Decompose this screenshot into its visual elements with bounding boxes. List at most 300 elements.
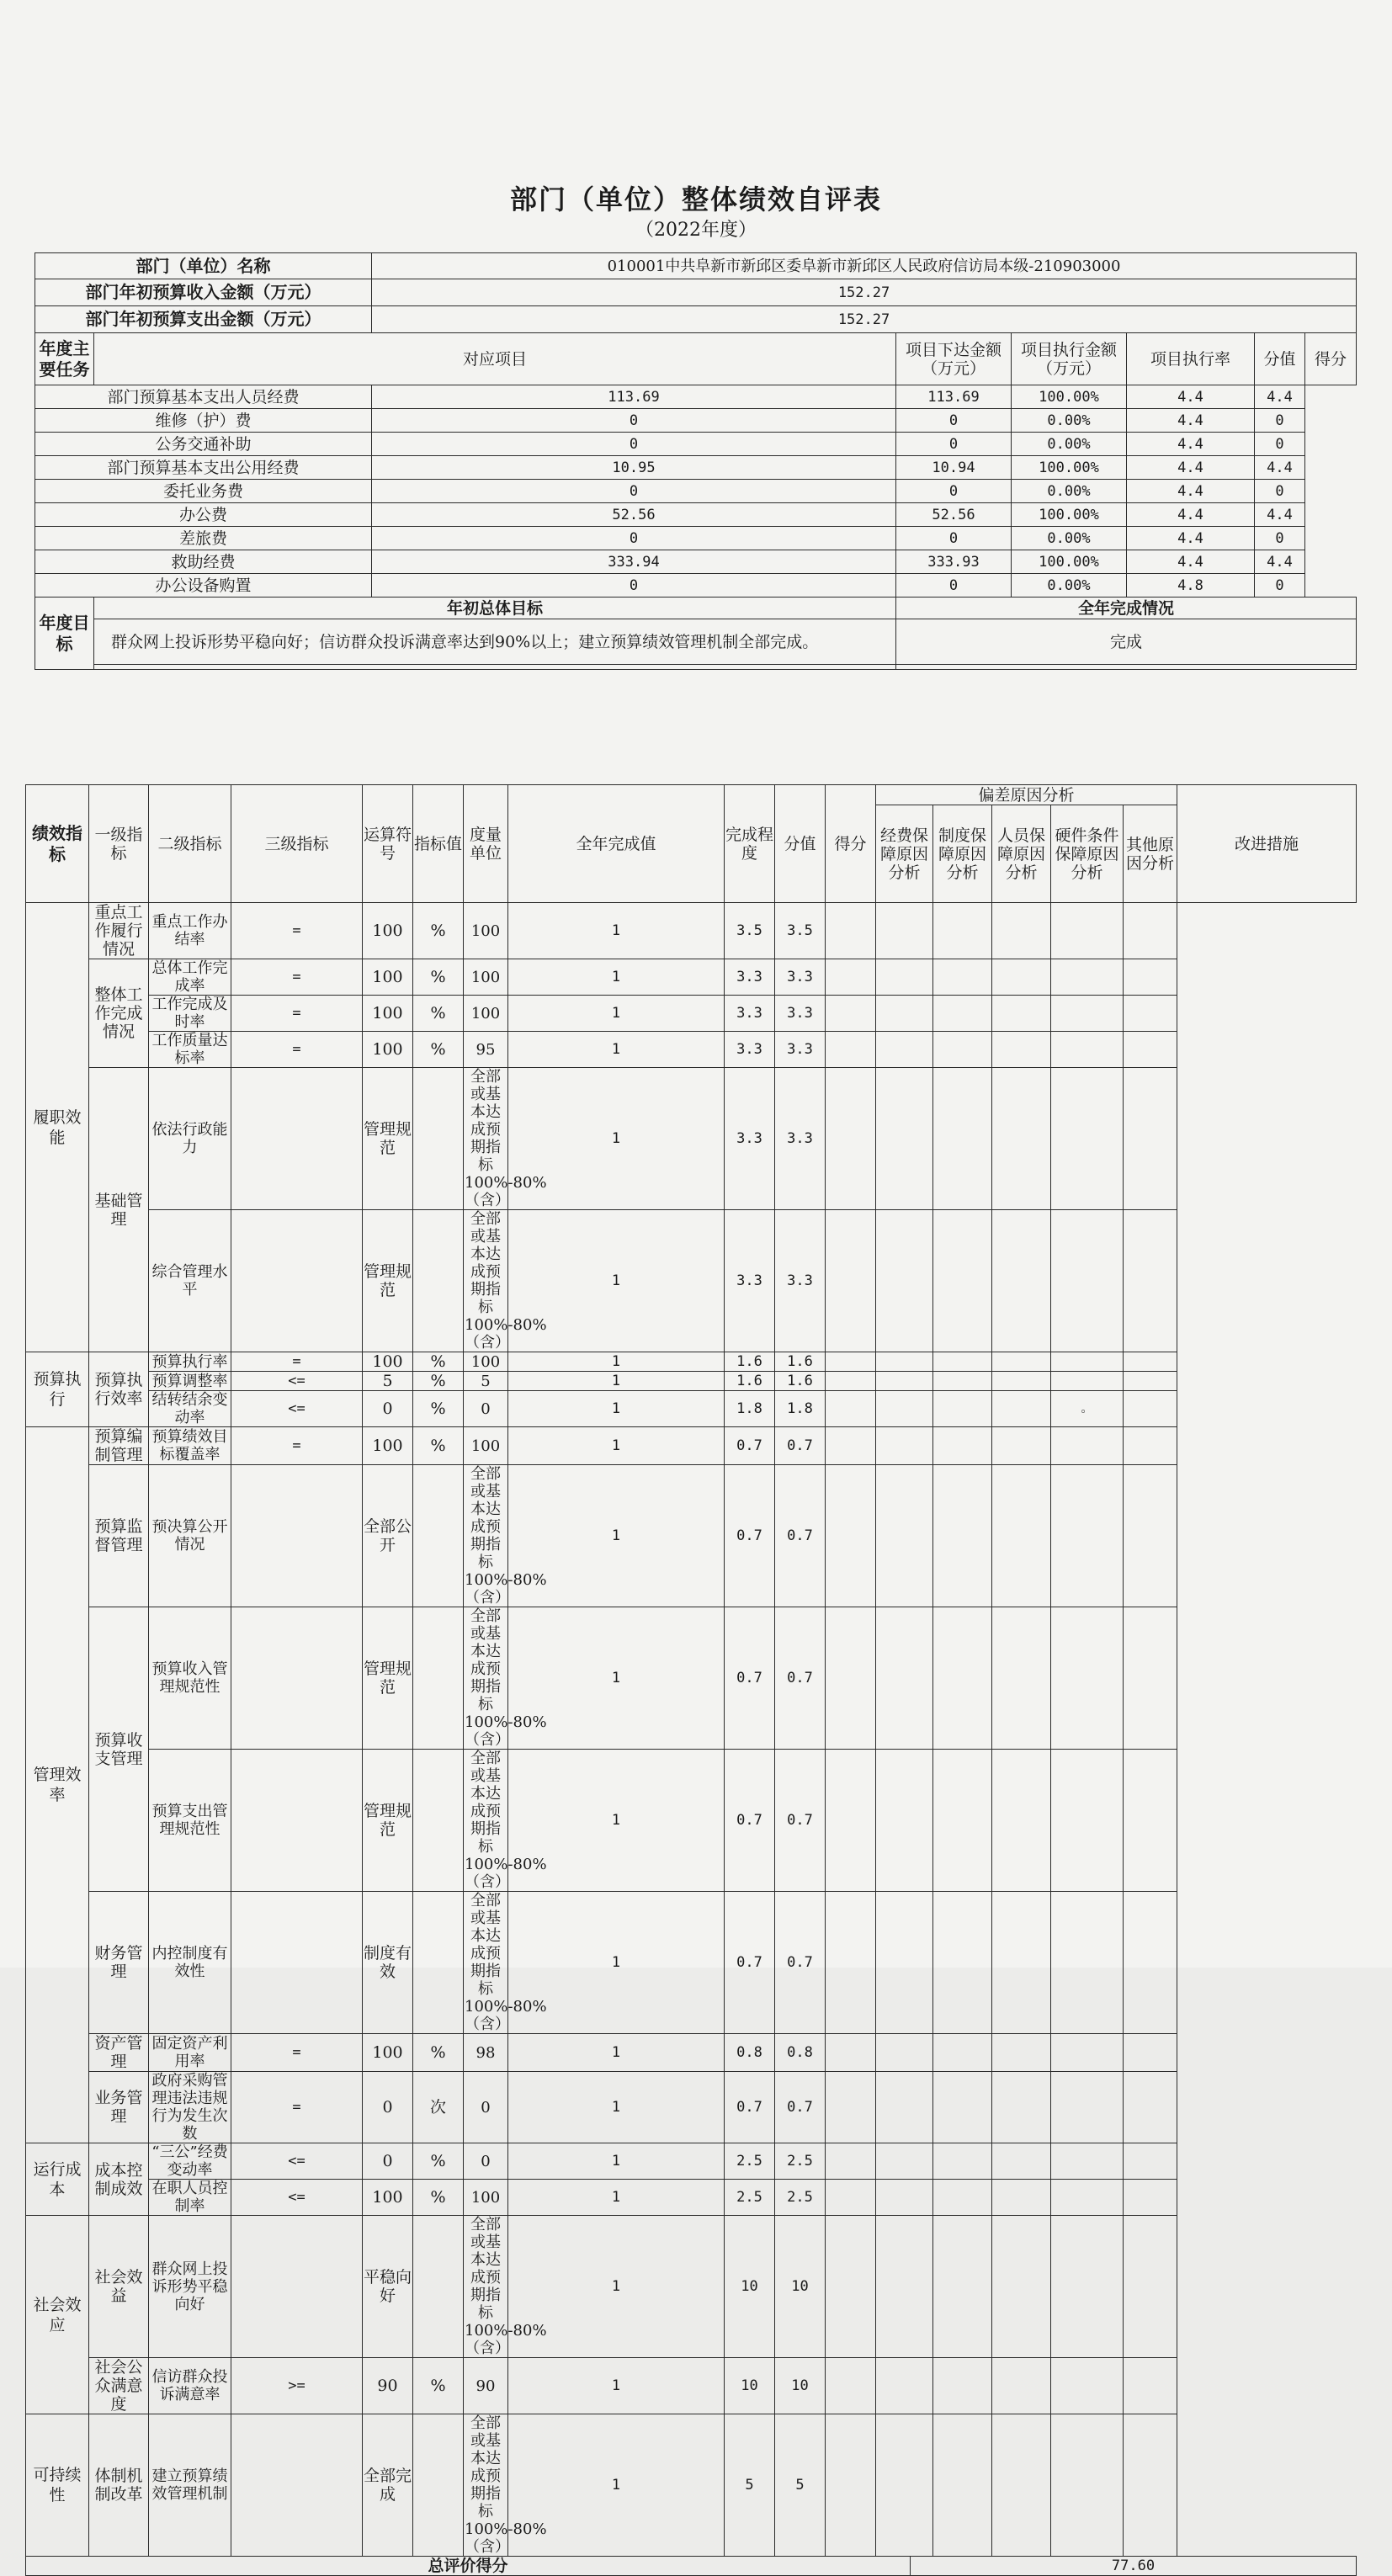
indicator-l2: 财务管理 [89, 1892, 149, 2034]
col-dev1: 经费保障原因分析 [876, 805, 933, 903]
indicator-l3: 综合管理水平 [149, 1210, 231, 1352]
task-rate: 100.00% [1012, 503, 1127, 527]
total-label: 总评价得分 [26, 2557, 911, 2576]
indicator-degree: 1 [508, 959, 725, 996]
indicator-target: 全部公开 [363, 1465, 413, 1607]
indicator-degree: 1 [508, 1465, 725, 1607]
deviation-cell-2 [876, 1210, 933, 1352]
deviation-cell-5: 。 [1051, 1391, 1124, 1427]
dept-name-value: 010001中共阜新市新邱区委阜新市新邱区人民政府信访局本级-210903000 [372, 253, 1357, 279]
deviation-cell-5 [1051, 2143, 1124, 2180]
task-issued: 0 [372, 527, 896, 550]
deviation-cell-3 [933, 2034, 992, 2072]
task-score: 4.8 [1127, 574, 1255, 598]
indicator-l3: 固定资产利用率 [149, 2034, 231, 2072]
indicator-unit: % [413, 2034, 464, 2072]
indicator-actual: 5 [464, 1372, 508, 1391]
indicator-unit: % [413, 2358, 464, 2414]
total-table [25, 2556, 1357, 2576]
deviation-cell-2 [876, 2216, 933, 2358]
deviation-cell-4 [992, 1892, 1051, 2034]
col-got: 得分 [826, 785, 876, 903]
indicator-got: 0.7 [775, 1750, 826, 1892]
indicator-op: <= [231, 1391, 363, 1427]
task-got: 0 [1255, 480, 1305, 503]
goal-col-completion: 全年完成情况 [896, 598, 1357, 619]
indicator-target: 90 [363, 2358, 413, 2414]
task-score: 4.4 [1127, 480, 1255, 503]
task-rate: 100.00% [1012, 385, 1127, 409]
deviation-cell-5 [1051, 2180, 1124, 2216]
improve-cell [1124, 1607, 1177, 1750]
improve-cell [1124, 2414, 1177, 2557]
indicator-l2: 预算收支管理 [89, 1607, 149, 1892]
indicator-degree: 1 [508, 1427, 725, 1465]
indicator-score: 0.8 [725, 2034, 775, 2072]
indicator-op: >= [231, 2358, 363, 2414]
indicator-degree: 1 [508, 2034, 725, 2072]
deviation-cell-1 [826, 1068, 876, 1210]
task-got: 0 [1255, 409, 1305, 433]
deviation-cell-2 [876, 2072, 933, 2143]
indicator-unit: % [413, 1032, 464, 1068]
indicator-actual: 100 [464, 959, 508, 996]
deviation-cell-3 [933, 2216, 992, 2358]
deviation-cell-3 [933, 1607, 992, 1750]
tasks-col-item: 对应项目 [94, 333, 896, 385]
indicator-unit [413, 2414, 464, 2557]
indicator-target: 100 [363, 903, 413, 959]
indicator-unit: % [413, 903, 464, 959]
page-subtitle: （2022年度） [635, 220, 757, 241]
indicator-row [26, 903, 1357, 959]
indicator-actual: 100 [464, 2180, 508, 2216]
indicator-unit [413, 2216, 464, 2358]
deviation-cell-2 [876, 1892, 933, 2034]
indicator-got: 2.5 [775, 2143, 826, 2180]
tasks-col-got: 得分 [1305, 333, 1357, 385]
task-row [35, 550, 1357, 574]
task-row [35, 480, 1357, 503]
tasks-col-executed: 项目执行金额（万元） [1012, 333, 1127, 385]
deviation-cell-3 [933, 2072, 992, 2143]
deviation-cell-3 [933, 1352, 992, 1372]
task-score: 4.4 [1127, 409, 1255, 433]
indicator-row [26, 1391, 1357, 1427]
indicator-degree: 1 [508, 2216, 725, 2358]
goal-initial-text: 群众网上投诉形势平稳向好；信访群众投诉满意率达到90%以上；建立预算绩效管理机制全部完成。 [94, 619, 896, 665]
indicator-unit [413, 1068, 464, 1210]
indicator-actual: 98 [464, 2034, 508, 2072]
task-row [35, 456, 1357, 480]
indicator-actual: 95 [464, 1032, 508, 1068]
deviation-cell-2 [876, 1372, 933, 1391]
deviation-cell-1 [826, 2072, 876, 2143]
col-improve: 改进措施 [1177, 785, 1357, 903]
deviation-cell-4 [992, 2414, 1051, 2557]
improve-cell [1124, 2358, 1177, 2414]
task-got: 4.4 [1255, 503, 1305, 527]
task-rate: 0.00% [1012, 433, 1127, 456]
indicator-l3: 建立预算绩效管理机制 [149, 2414, 231, 2557]
task-score: 4.4 [1127, 550, 1255, 574]
indicator-actual: 全部或基本达成预期指标100%-80%（含） [465, 2414, 547, 2556]
deviation-cell-2 [876, 1750, 933, 1892]
task-name: 办公费 [35, 503, 372, 527]
deviation-cell-2 [876, 959, 933, 996]
deviation-cell-1 [826, 1372, 876, 1391]
indicator-got: 1.8 [775, 1391, 826, 1427]
deviation-cell-3 [933, 1068, 992, 1210]
indicator-score: 0.7 [725, 1607, 775, 1750]
indicator-unit: 次 [413, 2072, 464, 2143]
indicator-unit [413, 1892, 464, 2034]
indicator-got: 3.5 [775, 903, 826, 959]
deviation-cell-1 [826, 903, 876, 959]
indicator-l2: 社会效益 [89, 2216, 149, 2358]
task-row [35, 409, 1357, 433]
deviation-cell-2 [876, 2034, 933, 2072]
indicator-actual: 100 [464, 903, 508, 959]
indicator-row [26, 1372, 1357, 1391]
indicator-degree: 1 [508, 1750, 725, 1892]
task-name: 部门预算基本支出公用经费 [35, 456, 372, 480]
deviation-cell-4 [992, 2143, 1051, 2180]
task-issued: 0 [372, 574, 896, 598]
indicator-target: 0 [363, 2072, 413, 2143]
indicator-target: 100 [363, 2180, 413, 2216]
indicator-score: 3.3 [725, 1210, 775, 1352]
indicator-unit [413, 1210, 464, 1352]
indicator-score: 2.5 [725, 2180, 775, 2216]
task-executed: 10.94 [896, 456, 1012, 480]
deviation-cell-1 [826, 1750, 876, 1892]
col-degree: 完成程度 [725, 785, 775, 903]
deviation-cell-2 [876, 1068, 933, 1210]
deviation-cell-5 [1051, 2034, 1124, 2072]
indicator-unit [413, 1750, 464, 1892]
col-l3: 三级指标 [231, 785, 363, 903]
indicator-score: 0.7 [725, 2072, 775, 2143]
task-rate: 0.00% [1012, 480, 1127, 503]
indicator-got: 0.7 [775, 2072, 826, 2143]
col-unit: 度量单位 [464, 785, 508, 903]
deviation-cell-3 [933, 2358, 992, 2414]
indicator-got: 1.6 [775, 1352, 826, 1372]
improve-cell [1124, 959, 1177, 996]
deviation-cell-3 [933, 2143, 992, 2180]
col-l1: 一级指标 [89, 785, 149, 903]
deviation-cell-1 [826, 1210, 876, 1352]
indicator-rows [26, 903, 1357, 2557]
task-executed: 333.93 [896, 550, 1012, 574]
indicator-degree: 1 [508, 1391, 725, 1427]
indicator-got: 3.3 [775, 996, 826, 1032]
indicator-unit [413, 1465, 464, 1607]
deviation-cell-1 [826, 1607, 876, 1750]
indicator-got: 10 [775, 2216, 826, 2358]
deviation-cell-2 [876, 1607, 933, 1750]
deviation-cell-4 [992, 996, 1051, 1032]
indicator-actual: 100 [464, 996, 508, 1032]
tasks-col-issued: 项目下达金额（万元） [896, 333, 1012, 385]
indicator-row [26, 1892, 1357, 2034]
indicator-target: 管理规范 [363, 1068, 413, 1210]
indicator-l1: 社会效应 [26, 2216, 89, 2414]
task-executed: 0 [896, 480, 1012, 503]
tasks-section-label: 年度主要任务 [35, 333, 94, 385]
task-executed: 0 [896, 527, 1012, 550]
indicator-score: 0.7 [725, 1750, 775, 1892]
task-name: 部门预算基本支出人员经费 [35, 385, 372, 409]
indicator-actual: 全部或基本达成预期指标100%-80%（含） [465, 1892, 547, 2033]
indicator-score: 0.7 [725, 1427, 775, 1465]
deviation-cell-1 [826, 2414, 876, 2557]
indicator-actual: 0 [464, 2072, 508, 2143]
improve-cell [1124, 2180, 1177, 2216]
indicator-got: 0.7 [775, 1465, 826, 1607]
deviation-cell-1 [826, 1892, 876, 2034]
indicator-op: = [231, 903, 363, 959]
indicator-op [231, 1465, 363, 1607]
deviation-cell-3 [933, 2180, 992, 2216]
task-name: 办公设备购置 [35, 574, 372, 598]
indicator-l3: 工作完成及时率 [149, 996, 231, 1032]
indicator-l1: 运行成本 [26, 2143, 89, 2216]
task-score: 4.4 [1127, 527, 1255, 550]
indicator-l2: 基础管理 [89, 1068, 149, 1352]
indicator-l3: 内控制度有效性 [149, 1892, 231, 2034]
deviation-cell-1 [826, 2143, 876, 2180]
indicator-target: 5 [363, 1372, 413, 1391]
indicator-l3: 在职人员控制率 [149, 2180, 231, 2216]
deviation-cell-4 [992, 1607, 1051, 1750]
indicator-l3: 预算执行率 [149, 1352, 231, 1372]
indicator-l2: 社会公众满意度 [89, 2358, 149, 2414]
indicator-score: 3.3 [725, 1032, 775, 1068]
indicator-row [26, 1352, 1357, 1372]
deviation-cell-2 [876, 2180, 933, 2216]
indicator-target: 100 [363, 1427, 413, 1465]
task-got: 4.4 [1255, 385, 1305, 409]
indicator-degree: 1 [508, 1892, 725, 2034]
indicator-row [26, 996, 1357, 1032]
indicator-op: = [231, 2034, 363, 2072]
deviation-cell-3 [933, 1210, 992, 1352]
deviation-cell-1 [826, 1032, 876, 1068]
deviation-cell-2 [876, 1352, 933, 1372]
task-rate: 0.00% [1012, 527, 1127, 550]
expense-value: 152.27 [372, 306, 1357, 333]
deviation-cell-4 [992, 1427, 1051, 1465]
indicator-actual: 100 [464, 1352, 508, 1372]
deviation-cell-4 [992, 2180, 1051, 2216]
task-executed: 0 [896, 409, 1012, 433]
deviation-cell-5 [1051, 1032, 1124, 1068]
indicator-target: 管理规范 [363, 1607, 413, 1750]
improve-cell [1124, 1372, 1177, 1391]
task-score: 4.4 [1127, 456, 1255, 480]
indicator-degree: 1 [508, 903, 725, 959]
indicator-l3: “三公”经费变动率 [149, 2143, 231, 2180]
indicator-target: 100 [363, 2034, 413, 2072]
deviation-cell-2 [876, 2143, 933, 2180]
task-got: 0 [1255, 433, 1305, 456]
indicator-row [26, 2034, 1357, 2072]
indicator-target: 0 [363, 2143, 413, 2180]
deviation-cell-3 [933, 1032, 992, 1068]
dept-name-label: 部门（单位）名称 [35, 253, 372, 279]
task-rate: 0.00% [1012, 574, 1127, 598]
task-issued: 0 [372, 480, 896, 503]
col-l2: 二级指标 [149, 785, 231, 903]
indicator-got: 0.7 [775, 1607, 826, 1750]
goal-section-label: 年度目标 [35, 598, 94, 670]
deviation-cell-5 [1051, 1892, 1124, 2034]
indicator-l2: 预算监督管理 [89, 1465, 149, 1607]
deviation-cell-5 [1051, 2216, 1124, 2358]
indicator-l3: 预算绩效目标覆盖率 [149, 1427, 231, 1465]
indicator-unit: % [413, 959, 464, 996]
task-row [35, 527, 1357, 550]
deviation-cell-5 [1051, 1372, 1124, 1391]
goal-col-initial: 年初总体目标 [94, 598, 896, 619]
indicator-row [26, 1210, 1357, 1352]
indicator-unit: % [413, 1352, 464, 1372]
deviation-cell-4 [992, 1465, 1051, 1607]
deviation-cell-5 [1051, 2072, 1124, 2143]
task-name: 委托业务费 [35, 480, 372, 503]
indicator-unit: % [413, 1372, 464, 1391]
deviation-cell-3 [933, 1372, 992, 1391]
indicator-actual: 全部或基本达成预期指标100%-80%（含） [465, 1750, 547, 1891]
deviation-cell-5 [1051, 1465, 1124, 1607]
col-dev2: 制度保障原因分析 [933, 805, 992, 903]
indicator-op [231, 2216, 363, 2358]
task-rate: 100.00% [1012, 456, 1127, 480]
indicator-target: 全部完成 [363, 2414, 413, 2557]
deviation-cell-2 [876, 1427, 933, 1465]
indicator-score: 3.5 [725, 903, 775, 959]
deviation-cell-3 [933, 1427, 992, 1465]
deviation-cell-4 [992, 903, 1051, 959]
indicator-score: 1.6 [725, 1372, 775, 1391]
indicator-op: = [231, 996, 363, 1032]
summary-table [35, 252, 1357, 670]
total-value: 77.60 [911, 2557, 1357, 2576]
improve-cell [1124, 1032, 1177, 1068]
indicator-target: 100 [363, 996, 413, 1032]
task-name: 公务交通补助 [35, 433, 372, 456]
indicator-row [26, 2143, 1357, 2180]
indicator-actual: 全部或基本达成预期指标100%-80%（含） [465, 1465, 547, 1607]
deviation-cell-2 [876, 1465, 933, 1607]
indicator-op: = [231, 1427, 363, 1465]
deviation-cell-5 [1051, 1210, 1124, 1352]
indicator-score: 0.7 [725, 1465, 775, 1607]
deviation-cell-2 [876, 1391, 933, 1427]
indicator-target: 100 [363, 1032, 413, 1068]
indicator-got: 3.3 [775, 959, 826, 996]
task-name: 差旅费 [35, 527, 372, 550]
indicator-actual: 90 [464, 2358, 508, 2414]
task-executed: 113.69 [896, 385, 1012, 409]
task-name: 维修（护）费 [35, 409, 372, 433]
indicator-unit [413, 1607, 464, 1750]
deviation-cell-4 [992, 1352, 1051, 1372]
indicator-l3: 预算收入管理规范性 [149, 1607, 231, 1750]
task-rows [35, 385, 1357, 598]
indicator-op: = [231, 1032, 363, 1068]
indicator-l2: 重点工作履行情况 [89, 903, 149, 959]
deviation-cell-2 [876, 903, 933, 959]
indicator-op [231, 1750, 363, 1892]
task-score: 4.4 [1127, 385, 1255, 409]
indicator-l3: 群众网上投诉形势平稳向好 [149, 2216, 231, 2358]
deviation-cell-5 [1051, 1750, 1124, 1892]
indicator-row [26, 2180, 1357, 2216]
indicator-l3: 预决算公开情况 [149, 1465, 231, 1607]
deviation-cell-3 [933, 903, 992, 959]
improve-cell [1124, 1352, 1177, 1372]
indicator-got: 3.3 [775, 1032, 826, 1068]
income-label: 部门年初预算收入金额（万元） [35, 279, 372, 306]
deviation-cell-2 [876, 2358, 933, 2414]
indicator-unit: % [413, 1427, 464, 1465]
indicator-l2: 预算执行效率 [89, 1352, 149, 1427]
deviation-cell-4 [992, 2034, 1051, 2072]
indicator-actual: 全部或基本达成预期指标100%-80%（含） [465, 1607, 547, 1749]
task-executed: 52.56 [896, 503, 1012, 527]
deviation-cell-1 [826, 996, 876, 1032]
task-issued: 52.56 [372, 503, 896, 527]
deviation-cell-3 [933, 1391, 992, 1427]
deviation-cell-1 [826, 2216, 876, 2358]
deviation-cell-1 [826, 1352, 876, 1372]
indicator-degree: 1 [508, 2143, 725, 2180]
indicator-l2: 业务管理 [89, 2072, 149, 2143]
indicator-l3: 预算支出管理规范性 [149, 1750, 231, 1892]
indicator-got: 1.6 [775, 1372, 826, 1391]
indicator-op: <= [231, 1372, 363, 1391]
indicator-op: = [231, 959, 363, 996]
indicator-target: 制度有效 [363, 1892, 413, 2034]
indicator-row [26, 959, 1357, 996]
deviation-cell-2 [876, 1032, 933, 1068]
indicator-l2: 整体工作完成情况 [89, 959, 149, 1068]
indicator-l2: 体制机制改革 [89, 2414, 149, 2557]
deviation-cell-4 [992, 1210, 1051, 1352]
indicator-row [26, 2072, 1357, 2143]
indicator-l3: 结转结余变动率 [149, 1391, 231, 1427]
col-dev5: 其他原因分析 [1124, 805, 1177, 903]
indicator-score: 10 [725, 2216, 775, 2358]
deviation-cell-4 [992, 2072, 1051, 2143]
indicator-l1: 预算执行 [26, 1352, 89, 1427]
indicator-score: 0.7 [725, 1892, 775, 2034]
indicator-score: 3.3 [725, 996, 775, 1032]
indicator-degree: 1 [508, 1210, 725, 1352]
indicator-got: 2.5 [775, 2180, 826, 2216]
improve-cell [1124, 1068, 1177, 1210]
indicator-actual: 100 [464, 1427, 508, 1465]
deviation-cell-4 [992, 959, 1051, 996]
deviation-cell-5 [1051, 1607, 1124, 1750]
task-rate: 0.00% [1012, 409, 1127, 433]
goal-completion-text: 完成 [896, 619, 1357, 665]
indicator-l2: 预算编制管理 [89, 1427, 149, 1465]
improve-cell [1124, 1750, 1177, 1892]
